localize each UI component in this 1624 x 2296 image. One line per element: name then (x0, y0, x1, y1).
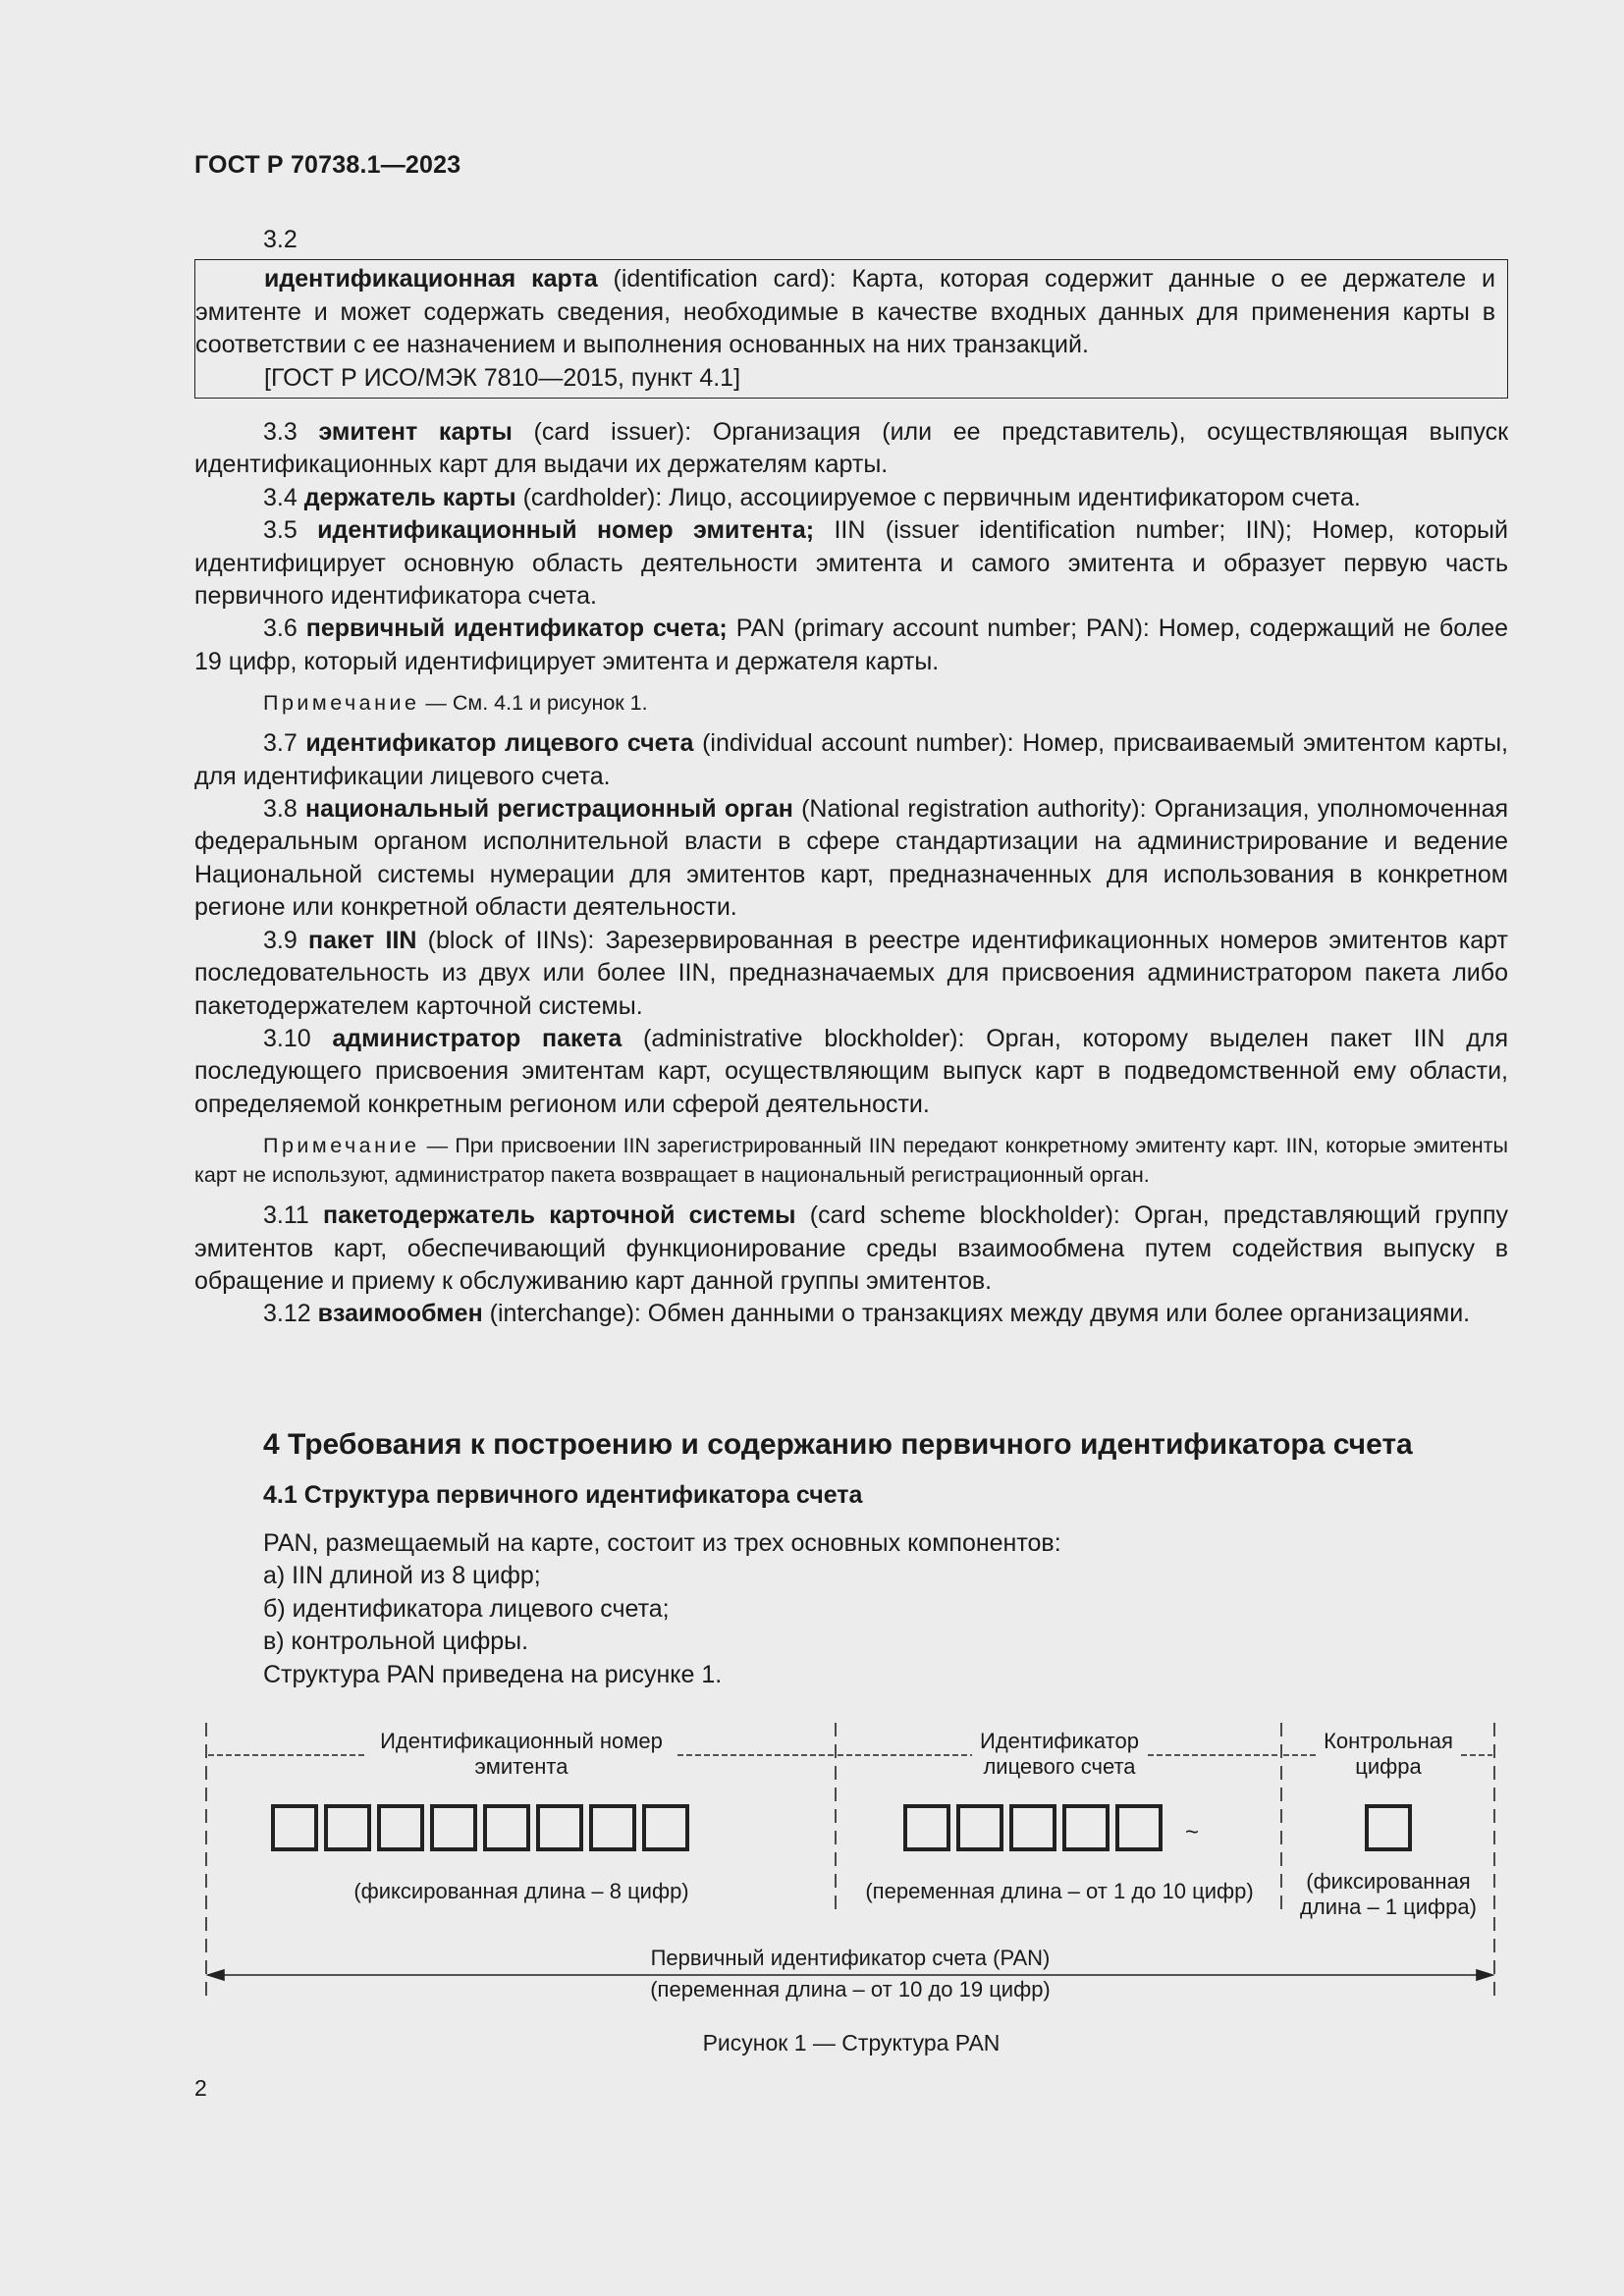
chk-label-1: Контрольная (1324, 1729, 1453, 1753)
section-4 (194, 1425, 1508, 1691)
digit-box (958, 1806, 1001, 1849)
definition-3-8: 3.8 национальный регистрационный орган (National registration authority): Организация, уполномоченная федеральным органом исполнительной власти в сфере стандартизации на администрирование и ведение Национальной системы нумерации для эмитентов карт, предназначенных для использования в конкретном регионе или конкретной области деятельности. (194, 795, 1509, 922)
digit-box (273, 1806, 316, 1849)
digit-box (326, 1806, 369, 1849)
list-item-b: б) идентификатора лицевого счета; (263, 1594, 670, 1623)
definition-3-10: 3.10 администратор пакета (administrative blockholder): Орган, которому выделен пакет IIN для последующего присвоения эмитентам карт, осуществляющим выпуск карт в подведомственной ему области, определяемой конкретным регионом или сферой деятельности. (194, 1024, 1508, 1118)
acc-label-1: Идентификатор (980, 1729, 1139, 1753)
term-reference: [ГОСТ Р ИСО/МЭК 7810—2015, пункт 4.1] (264, 363, 741, 392)
figure-caption: Рисунок 1 — Структура PAN (702, 2030, 1001, 2056)
section-3-2 (194, 224, 1508, 399)
section-4-1-title: 4.1 Структура первичного идентификатора счета (263, 1481, 863, 1509)
chk-length-2: длина – 1 цифра) (1300, 1895, 1477, 1919)
pan-label: Первичный идентификатор счета (PAN) (650, 1946, 1051, 1970)
term-number: 3.2 (263, 226, 298, 253)
term-definition (195, 263, 1495, 361)
acc-length: (переменная длина – от 1 до 10 цифр) (865, 1879, 1254, 1903)
variable-tilde: ~ (1184, 1819, 1200, 1845)
digit-box (1011, 1806, 1055, 1849)
digit-box (644, 1806, 687, 1849)
pan-length: (переменная длина – от 10 до 19 цифр) (650, 1977, 1051, 2002)
section-4-title: 4 Требования к построению и содержанию первичного идентификатора счета (263, 1428, 1413, 1461)
digit-box (432, 1806, 475, 1849)
iin-length: (фиксированная длина – 8 цифр) (353, 1879, 689, 1903)
note-1: Примечание — См. 4.1 и рисунок 1. (263, 691, 648, 716)
digit-box (485, 1806, 528, 1849)
definition-3-3: 3.3 эмитент карты (card issuer): Организация (или ее представитель), осуществляющая выпуск идентификационных карт для выдачи их держателям карты. (194, 418, 1509, 479)
pan-intro: PAN, размещаемый на карте, состоит из трех основных компонентов: (263, 1529, 1061, 1557)
term-english: (identification card): (597, 265, 837, 294)
check-digit-box (1367, 1806, 1410, 1849)
digit-box (379, 1806, 422, 1849)
doc-header: ГОСТ Р 70738.1—2023 (194, 151, 461, 179)
chk-length-1: (фиксированная (1306, 1869, 1471, 1894)
definition-3-11: 3.11 пакетодержатель карточной системы (card scheme blockholder): Орган, представляющий группу эмитентов карт, обеспечивающий функционирование среды взаимообмена путем содействия выпуску в обращение и приему к обслуживанию карт данной группы эмитентов. (194, 1201, 1508, 1295)
definitions-block-1 (194, 416, 1508, 1331)
digit-box (905, 1806, 948, 1849)
term-box (194, 259, 1508, 399)
account-digit-boxes (905, 1806, 1161, 1849)
note-2: Примечание — При присвоении IIN зарегистрированный IIN передают конкретному эмитенту карт. IIN, которые эмитенты карт не используют, администратор пакета возвращает в национальный регистрационный орган. (194, 1134, 1508, 1188)
term-title: идентификационная карта (264, 265, 598, 294)
digit-box (591, 1806, 634, 1849)
pan-structure-figure (194, 1718, 1508, 2012)
iin-label-2: эмитента (474, 1754, 568, 1779)
list-item-a: а) IIN длиной из 8 цифр; (263, 1562, 541, 1590)
definition-3-4: 3.4 держатель карты (cardholder): Лицо, ассоциируемое с первичным идентификатором счета. (263, 483, 1361, 511)
iin-digit-boxes (273, 1806, 687, 1849)
list-item-c: в) контрольной цифры. (263, 1628, 529, 1656)
chk-label-2: цифра (1355, 1754, 1422, 1779)
definition-3-7: 3.7 идентификатор лицевого счета (individual account number): Номер, присваиваемый эмитентом карты, для идентификации лицевого счета. (194, 729, 1508, 790)
digit-box (538, 1806, 581, 1849)
page-number: 2 (194, 2075, 207, 2101)
digit-box (1064, 1806, 1108, 1849)
section-4-1-body (194, 1527, 1508, 1691)
digit-box (1117, 1806, 1161, 1849)
definition-3-12: 3.12 взаимообмен (interchange): Обмен данными о транзакциях между двумя или более организациями. (263, 1300, 1471, 1328)
pan-outro: Структура PAN приведена на рисунке 1. (263, 1660, 723, 1688)
iin-label-1: Идентификационный номер (380, 1729, 663, 1753)
definition-3-9: 3.9 пакет IIN (block of IINs): Зарезервированная в реестре идентификационных номеров эмитентов карт последовательность из двух или более IIN, предназначаемых для присвоения администратором пакета либо пакетодержателем карточной системы. (194, 926, 1508, 1020)
acc-label-2: лицевого счета (983, 1754, 1136, 1779)
term-text: Карта, которая содержит данные о ее держателе и эмитенте и может содержать сведения, необходимые в качестве входных данных для применения карты в соответствии с ее назначением и выполнения основанных на них транзакций. (195, 265, 1495, 359)
definition-3-5: 3.5 идентификационный номер эмитента; IIN (issuer identification number; IIN); Номер, который идентифицирует основную область деятельности эмитента и самого эмитента и образует первую часть первичного идентификатора счета. (194, 516, 1508, 611)
definition-3-6: 3.6 первичный идентификатор счета; PAN (primary account number; PAN): Номер, содержащий не более 19 цифр, который идентифицирует эмитента и держателя карты. (194, 614, 1508, 675)
